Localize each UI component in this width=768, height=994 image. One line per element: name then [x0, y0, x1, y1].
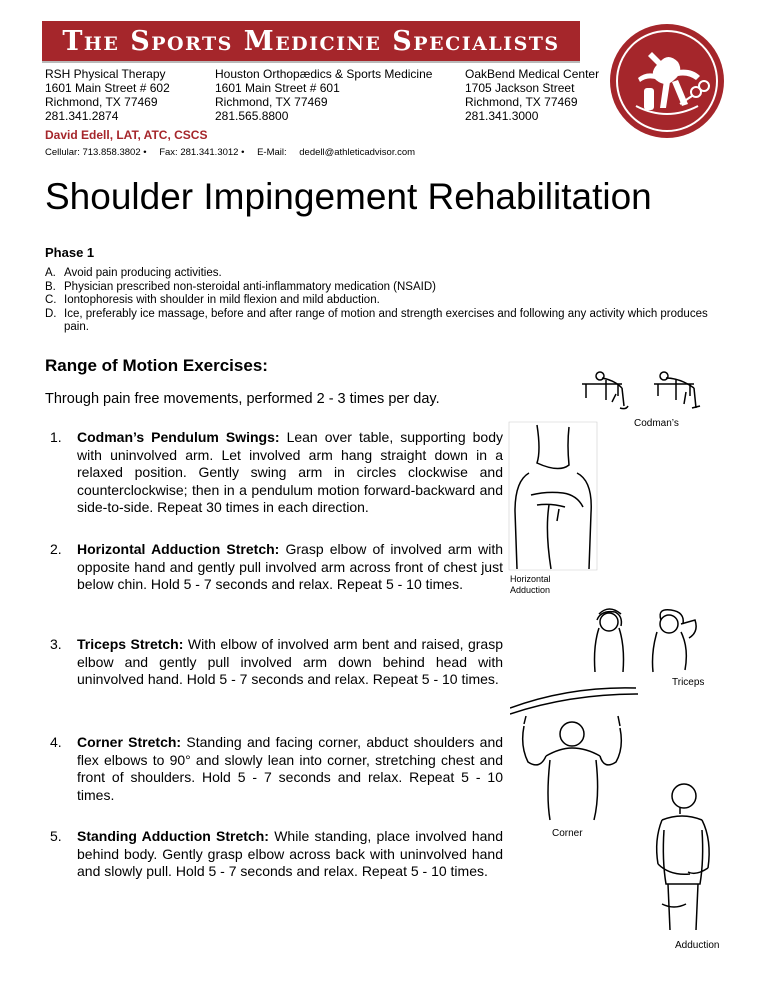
exercise-title: Standing Adduction Stretch: [77, 828, 269, 844]
exercise-title: Triceps Stretch: [77, 636, 184, 652]
banner-title: The Sports Medicine Specialists [62, 25, 560, 57]
exercise-title: Corner Stretch: [77, 734, 182, 750]
corner-illustration [510, 686, 640, 822]
phase1-heading: Phase 1 [45, 245, 95, 260]
exercise-number: 1. [50, 429, 62, 445]
caption-line: Horizontal [510, 574, 551, 584]
location-name: RSH Physical Therapy [45, 67, 166, 81]
phase1-list [45, 267, 715, 335]
exercise-text: With elbow of involved arm bent and raised, grasp elbow and gently pull involved arm down behind head with uninvolved hand. Hold 5 - 7 seconds and relax. Repeat 5 - 10 times. [77, 636, 503, 687]
exercise-corner [50, 734, 504, 804]
header-banner [42, 21, 580, 63]
location-houston-ortho [215, 67, 432, 123]
caption-line: Adduction [510, 585, 551, 595]
location-street: 1601 Main Street # 602 [45, 81, 170, 95]
list-key: D. [45, 307, 57, 320]
standing-adduction-illustration [640, 780, 724, 932]
sports-medicine-logo [608, 22, 726, 140]
exercise-number: 2. [50, 541, 62, 557]
location-phone: 281.341.2874 [45, 109, 119, 123]
cellular-phone: Cellular: 713.858.3802 • [45, 147, 147, 158]
location-name: Houston Orthopædics & Sports Medicine [215, 67, 433, 81]
horizontal-adduction-caption [510, 574, 551, 596]
staff-name: David Edell, LAT, ATC, CSCS [45, 128, 208, 142]
list-item [45, 294, 715, 308]
exercise-text: While standing, place involved hand behind body. Gently grasp elbow across back with uninvolved hand and slowly pull. Hold 5 - 7 seconds and relax. Repeat 5 - 10 times. [77, 828, 504, 879]
exercise-text: Grasp elbow of involved arm with opposite hand and gently pull involved arm across front of chest just below chin. Hold 5 - 7 seconds and relax. Repeat 5 - 10 times. [77, 541, 503, 592]
exercise-codmans [50, 429, 503, 517]
codmans-caption: Codman’s [634, 418, 679, 429]
email-label: E-Mail: [257, 147, 287, 158]
rom-heading: Range of Motion Exercises: [45, 356, 268, 375]
corner-caption: Corner [552, 828, 583, 839]
rom-intro: Through pain free movements, performed 2 - 3 times per day. [45, 391, 440, 407]
triceps-illustration [585, 602, 715, 674]
location-street: 1601 Main Street # 601 [215, 81, 340, 95]
fax-number: Fax: 281.341.3012 • [159, 147, 245, 158]
location-rsh [45, 67, 170, 123]
location-phone: 281.341.3000 [465, 109, 539, 123]
location-oakbend [465, 67, 599, 123]
list-item [45, 267, 715, 281]
location-city: Richmond, TX 77469 [45, 95, 158, 109]
exercise-title: Horizontal Adduction Stretch: [77, 541, 280, 557]
exercise-text: Standing and facing corner, abduct shoulders and flex elbows to 90° and slowly lean into corner, stretching chest and front of shoulders. Hold 5 - 7 seconds and relax. Repeat 5 - 10 times. [77, 734, 504, 803]
list-text: Ice, preferably ice massage, before and after range of motion and strength exercises and following any activity which produces pain. [64, 307, 708, 333]
codmans-illustration [580, 366, 720, 414]
exercise-number: 3. [50, 636, 62, 652]
exercise-standing-adduction [50, 828, 504, 881]
horizontal-adduction-illustration [507, 421, 599, 571]
exercise-number: 5. [50, 828, 62, 844]
location-city: Richmond, TX 77469 [465, 95, 578, 109]
contact-line [45, 147, 425, 158]
page-title: Shoulder Impingement Rehabilitation [45, 176, 652, 217]
location-street: 1705 Jackson Street [465, 81, 575, 95]
list-text: Iontophoresis with shoulder in mild flexion and mild abduction. [64, 294, 380, 306]
location-name: OakBend Medical Center [465, 67, 600, 81]
exercise-horizontal-adduction [50, 541, 503, 594]
list-key: A. [45, 267, 56, 279]
list-key: C. [45, 294, 57, 306]
exercise-title: Codman’s Pendulum Swings: [77, 429, 280, 445]
list-item [45, 281, 715, 295]
list-item [45, 308, 715, 335]
location-city: Richmond, TX 77469 [215, 95, 328, 109]
triceps-caption: Triceps [672, 677, 705, 688]
list-key: B. [45, 280, 56, 293]
exercise-triceps [50, 636, 503, 689]
list-text: Avoid pain producing activities. [64, 267, 222, 279]
exercise-text: Lean over table, supporting body with uninvolved arm. Let involved arm hang straight down in a relaxed position. Gently swing arm in circles clockwise and counterclockwise; then in a pendulum motion forward-backward and side-to-side. Repeat 30 times in each direction. [77, 429, 503, 515]
adduction-caption: Adduction [675, 940, 720, 951]
exercise-number: 4. [50, 734, 62, 750]
location-phone: 281.565.8800 [215, 109, 289, 123]
email-address[interactable]: dedell@athleticadvisor.com [299, 147, 416, 158]
list-text: Physician prescribed non-steroidal anti-inflammatory medication (NSAID) [64, 280, 436, 293]
